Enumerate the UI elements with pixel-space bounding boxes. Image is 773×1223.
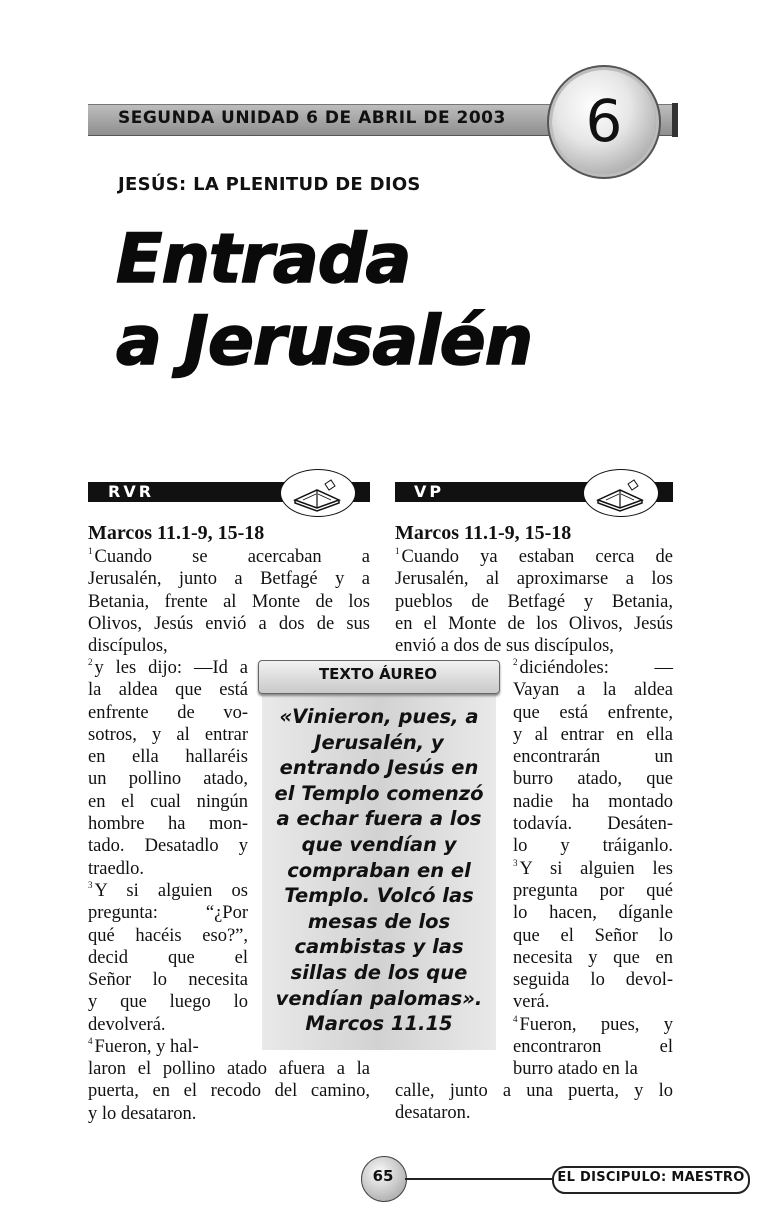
text-line — [88, 568, 370, 590]
verse-text: envió a dos de sus discípulos, — [395, 636, 614, 657]
text-line — [395, 591, 673, 613]
text-line — [88, 991, 248, 1013]
text-line — [88, 925, 248, 947]
verse-text: hombre ha mon- — [88, 814, 248, 835]
text-line — [88, 1058, 370, 1080]
verse-text: Fueron, pues, y — [519, 1014, 673, 1035]
text-line — [88, 947, 248, 969]
text-line — [513, 858, 673, 880]
text-line — [513, 813, 673, 835]
verse-text: que está enfrente, — [513, 702, 673, 723]
vp-text-block-end — [395, 1080, 673, 1125]
verse-text: qué hacéis eso?”, — [88, 925, 248, 946]
rvr-text-block-narrow — [88, 657, 248, 1058]
verse-text: Vayan a la aldea — [513, 680, 673, 701]
text-line — [513, 746, 673, 768]
lesson-number: 6 — [585, 87, 623, 155]
footer-rule — [405, 1178, 555, 1180]
text-line — [88, 813, 248, 835]
text-line — [513, 835, 673, 857]
vp-reference: Marcos 11.1-9, 15-18 — [395, 522, 572, 544]
verse-text: lo y tráiganlo. — [513, 836, 673, 857]
rvr-version-label: RVR — [108, 482, 155, 501]
verse-text: pregunta: “¿Por — [88, 903, 248, 924]
rvr-text-block-end — [88, 1058, 370, 1125]
text-line — [88, 858, 248, 880]
verse-text: pregunta por qué — [513, 880, 673, 901]
lesson-subtitle: JESÚS: LA PLENITUD DE DIOS — [118, 174, 421, 195]
verse-text: Señor lo necesita — [88, 970, 248, 991]
verse-text: la aldea que está — [88, 680, 248, 701]
verse-text: un pollino atado, — [88, 769, 248, 790]
text-line — [88, 902, 248, 924]
verse-text: encontraron el — [513, 1037, 673, 1058]
verse-text: que el Señor lo — [513, 925, 673, 946]
rvr-text-block — [88, 546, 370, 657]
verse-text: y les dijo: —Id a — [94, 658, 248, 678]
verse-number: 1 — [395, 546, 400, 556]
verse-text: Cuando se acercaban a — [94, 547, 370, 567]
verse-text: seguida lo devol- — [513, 970, 673, 991]
golden-text-line: Jerusalén, y — [314, 730, 444, 754]
verse-text: desataron. — [395, 1103, 471, 1124]
text-line — [513, 947, 673, 969]
verse-text: verá. — [513, 992, 550, 1013]
verse-text: Jerusalén, junto a Betfagé y a — [88, 569, 370, 590]
verse-text: Fueron, y hal- — [94, 1037, 199, 1058]
golden-text-line: «Vinieron, pues, a — [279, 705, 479, 728]
text-line — [88, 768, 248, 790]
text-line — [395, 546, 673, 568]
text-line — [88, 969, 248, 991]
golden-text-quote — [270, 704, 488, 1037]
text-line — [88, 635, 370, 657]
text-line — [513, 657, 673, 679]
text-line — [513, 791, 673, 813]
series-label: EL DISCIPULO: MAESTRO — [557, 1170, 745, 1185]
text-line — [513, 702, 673, 724]
verse-text: traedlo. — [88, 858, 144, 879]
text-line — [88, 1080, 370, 1102]
text-line — [88, 835, 248, 857]
text-line — [88, 1103, 370, 1125]
verse-text: Jerusalén, al aproximarse a los — [395, 569, 673, 590]
verse-number: 4 — [88, 1036, 93, 1047]
verse-text: devolverá. — [88, 1014, 166, 1035]
verse-text: y que luego lo — [88, 992, 248, 1013]
open-book-icon — [583, 469, 659, 517]
verse-text: burro atado, que — [513, 769, 673, 790]
verse-text: burro atado en la — [513, 1059, 638, 1080]
verse-text: todavía. Desáten- — [513, 814, 673, 835]
verse-number: 2 — [513, 657, 518, 667]
golden-text-line: vendían palomas». — [275, 986, 483, 1010]
text-line — [513, 768, 673, 790]
text-line — [513, 902, 673, 924]
text-line — [88, 657, 248, 679]
text-line — [395, 1102, 673, 1124]
verse-text: en ella hallaréis — [88, 747, 248, 768]
verse-text: y lo desataron. — [88, 1103, 197, 1124]
verse-text: enfrente de vo- — [88, 702, 248, 723]
text-line — [513, 991, 673, 1013]
text-line — [513, 925, 673, 947]
verse-text: y al entrar en ella — [513, 724, 673, 745]
text-line — [88, 746, 248, 768]
text-line — [513, 724, 673, 746]
vp-text-block — [395, 546, 673, 657]
text-line — [88, 679, 248, 701]
verse-text: laron el pollino atado afuera a la — [88, 1059, 370, 1079]
golden-text-line: mesas de los — [307, 909, 451, 933]
verse-text: tado. Desatadlo y — [88, 836, 248, 857]
text-line — [513, 969, 673, 991]
verse-text: Olivos, Jesús envió a dos de sus — [88, 613, 370, 634]
verse-text: discípulos, — [88, 636, 168, 657]
text-line — [88, 791, 248, 813]
text-line — [395, 635, 673, 657]
golden-text-title: TEXTO ÁUREO — [318, 665, 438, 683]
verse-text: Y si alguien les — [519, 858, 673, 879]
open-book-icon — [280, 469, 356, 517]
golden-text-line: entrando Jesús en — [279, 756, 479, 780]
verse-text: encontrarán un — [513, 747, 673, 768]
verse-number: 4 — [513, 1013, 518, 1024]
text-line — [88, 1036, 248, 1058]
verse-text: Betania, frente al Monte de los — [88, 591, 370, 612]
verse-text: en el Monte de los Olivos, Jesús — [395, 613, 673, 634]
vp-version-label: VP — [414, 482, 445, 501]
text-line — [513, 679, 673, 701]
golden-text-line: el Templo comenzó — [274, 781, 484, 805]
verse-text: lo hacen, díganle — [513, 903, 673, 924]
text-line — [395, 568, 673, 590]
golden-text-line: Templo. Volcó las — [284, 884, 474, 908]
verse-number: 1 — [88, 546, 93, 556]
verse-text: puerta, en el recodo del camino, — [88, 1081, 370, 1102]
text-line — [88, 724, 248, 746]
verse-text: Cuando ya estaban cerca de — [401, 547, 673, 567]
verse-text: diciéndoles: — — [519, 658, 673, 678]
text-line — [88, 613, 370, 635]
text-line — [513, 1058, 673, 1080]
text-line — [513, 1036, 673, 1058]
golden-text-line: que vendían y — [301, 832, 457, 856]
verse-text: Y si alguien os — [94, 880, 248, 901]
verse-text: sotros, y al entrar — [88, 724, 248, 745]
text-line — [513, 1014, 673, 1036]
golden-text-line: Marcos 11.15 — [305, 1012, 453, 1036]
golden-text-line: a echar fuera a los — [276, 807, 482, 831]
text-line — [88, 591, 370, 613]
vp-text-block-narrow — [513, 657, 673, 1081]
text-line — [88, 1014, 248, 1036]
text-line — [88, 702, 248, 724]
verse-number: 2 — [88, 657, 93, 667]
text-line — [395, 1080, 673, 1102]
text-line — [513, 880, 673, 902]
text-line — [88, 546, 370, 568]
unit-label: SEGUNDA UNIDAD 6 DE ABRIL DE 2003 — [118, 108, 506, 128]
verse-text: en el cual ningún — [88, 791, 248, 812]
verse-text: necesita y que en — [513, 947, 673, 968]
verse-number: 3 — [513, 857, 518, 868]
golden-text-line: compraban en el — [287, 858, 471, 882]
lesson-title-line-2: a Jerusalén — [116, 302, 533, 381]
golden-text-line: cambistas y las — [294, 935, 464, 959]
verse-text: pueblos de Betfagé y Betania, — [395, 591, 673, 612]
verse-text: decid que el — [88, 947, 248, 968]
text-line — [395, 613, 673, 635]
verse-text: calle, junto a una puerta, y lo — [395, 1081, 673, 1101]
text-line — [88, 880, 248, 902]
page-number: 65 — [372, 1167, 394, 1185]
verse-number: 3 — [88, 879, 93, 890]
rvr-reference: Marcos 11.1-9, 15-18 — [88, 522, 265, 544]
golden-text-line: sillas de los que — [290, 960, 468, 984]
lesson-title-line-1: Entrada — [116, 220, 411, 299]
verse-text: nadie ha montado — [513, 791, 673, 812]
